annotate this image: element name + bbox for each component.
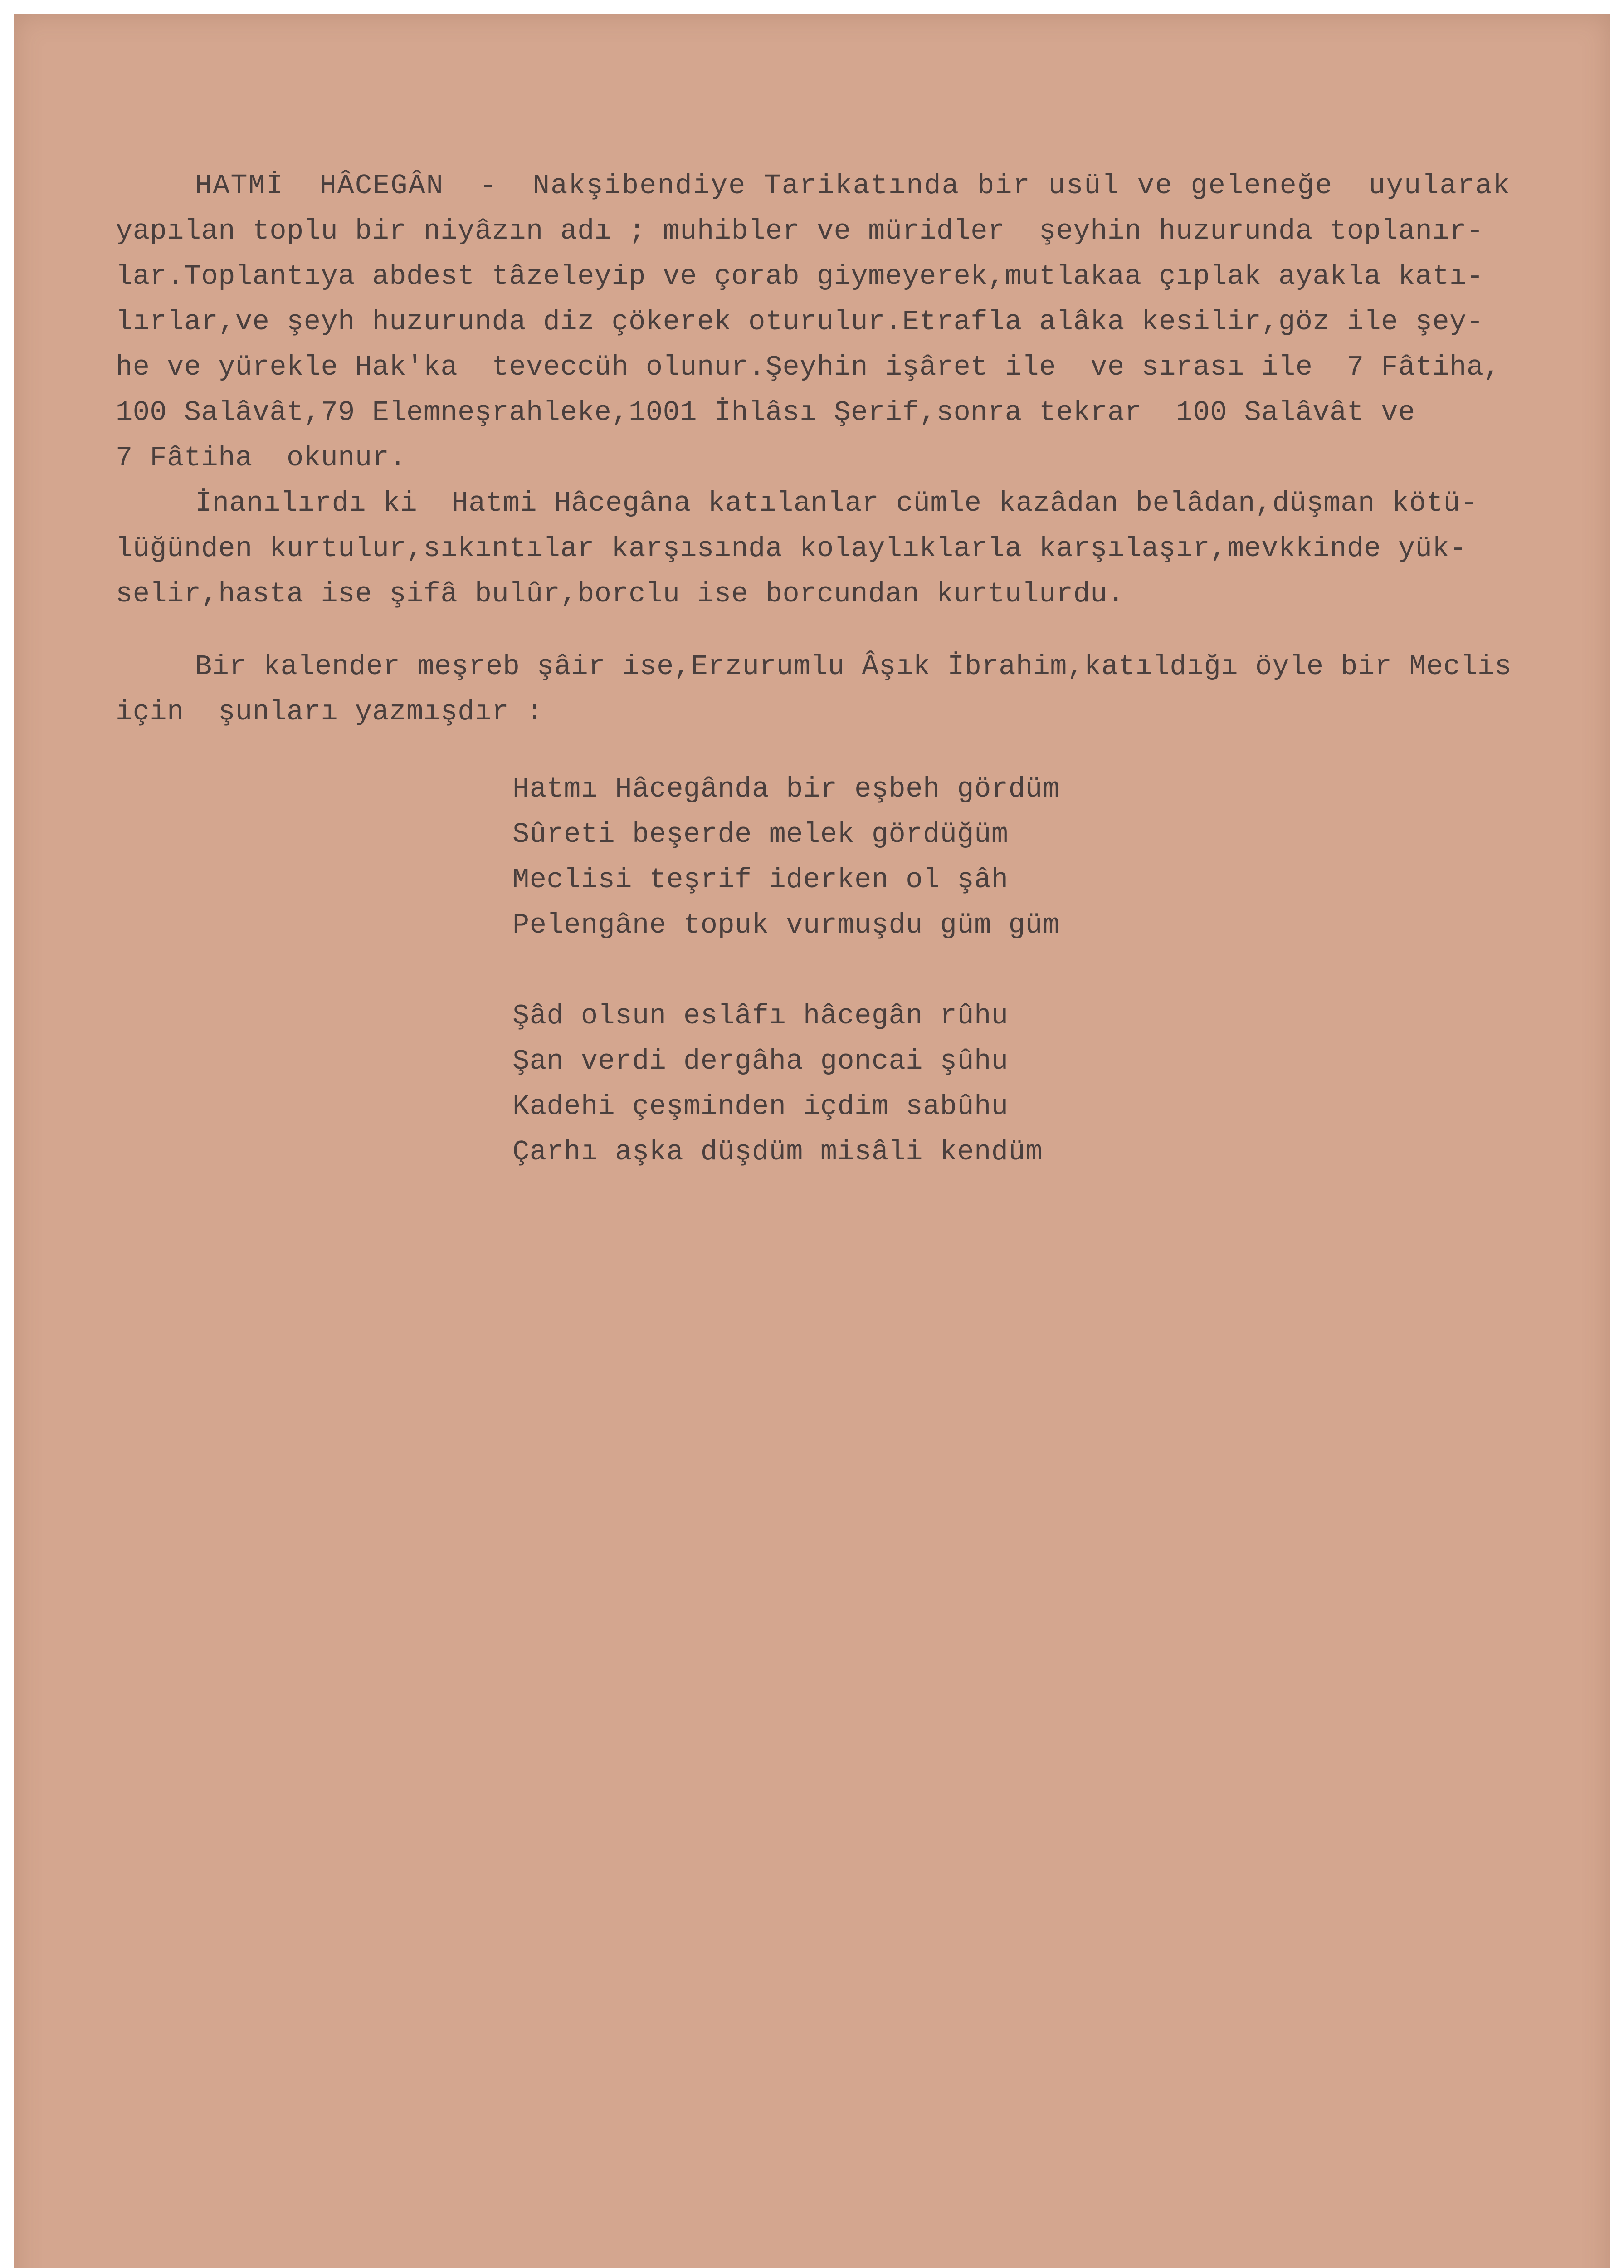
stanza-2-line-3: Kadehi çeşminden içdim sabûhu bbox=[512, 1090, 1009, 1123]
stanza-2-line-1: Şâd olsun eslâfı hâcegân rûhu bbox=[512, 1000, 1009, 1032]
paragraph-1-line-1: HATMİ HÂCEGÂN - Nakşibendiye Tarikatında bir usül ve geleneğe uyularak bbox=[195, 170, 1511, 202]
stanza-1-line-4: Pelengâne topuk vurmuşdu güm güm bbox=[512, 909, 1060, 941]
paragraph-2-line-2: lüğünden kurtulur,sıkıntılar karşısında kolaylıklarla karşılaşır,mevkkinde yük- bbox=[116, 533, 1467, 565]
typed-document bbox=[14, 14, 1610, 1168]
stanza-1-line-1: Hatmı Hâcegânda bir eşbeh gördüm bbox=[512, 773, 1060, 805]
paragraph-1-line-3: lar.Toplantıya abdest tâzeleyip ve çorab giymeyerek,mutlakaa çıplak ayakla katı- bbox=[116, 260, 1484, 293]
paragraph-1-line-2: yapılan toplu bir niyâzın adı ; muhibler ve müridler şeyhin huzurunda toplanır- bbox=[116, 215, 1484, 247]
paragraph-2-line-3: selir,hasta ise şifâ bulûr,borclu ise borcundan kurtulurdu. bbox=[116, 578, 1125, 610]
paragraph-3-line-2: için şunları yazmışdır : bbox=[116, 696, 543, 728]
paragraph-2-line-1: İnanılırdı ki Hatmi Hâcegâna katılanlar cümle kazâdan belâdan,düşman kötü- bbox=[195, 487, 1478, 519]
paragraph-1-line-6: 100 Salâvât,79 Elemneşrahleke,1001 İhlâsı Şerif,sonra tekrar 100 Salâvât ve bbox=[116, 396, 1415, 429]
paragraph-1-line-4: lırlar,ve şeyh huzurunda diz çökerek oturulur.Etrafla alâka kesilir,göz ile şey- bbox=[116, 306, 1484, 338]
paragraph-1-line-5: he ve yürekle Hak'ka teveccüh olunur.Şeyhin işâret ile ve sırası ile 7 Fâtiha, bbox=[116, 351, 1501, 383]
stanza-1-line-2: Sûreti beşerde melek gördüğüm bbox=[512, 818, 1009, 850]
stanza-2-line-4: Çarhı aşka düşdüm misâli kendüm bbox=[512, 1136, 1043, 1168]
paper-sheet bbox=[14, 14, 1610, 2268]
paragraph-3-line-1: Bir kalender meşreb şâir ise,Erzurumlu Âşık İbrahim,katıldığı öyle bir Meclis bbox=[195, 650, 1512, 683]
paragraph-1-line-7: 7 Fâtiha okunur. bbox=[116, 442, 407, 474]
stanza-2-line-2: Şan verdi dergâha goncai şûhu bbox=[512, 1045, 1009, 1077]
stanza-1-line-3: Meclisi teşrif iderken ol şâh bbox=[512, 864, 1009, 896]
